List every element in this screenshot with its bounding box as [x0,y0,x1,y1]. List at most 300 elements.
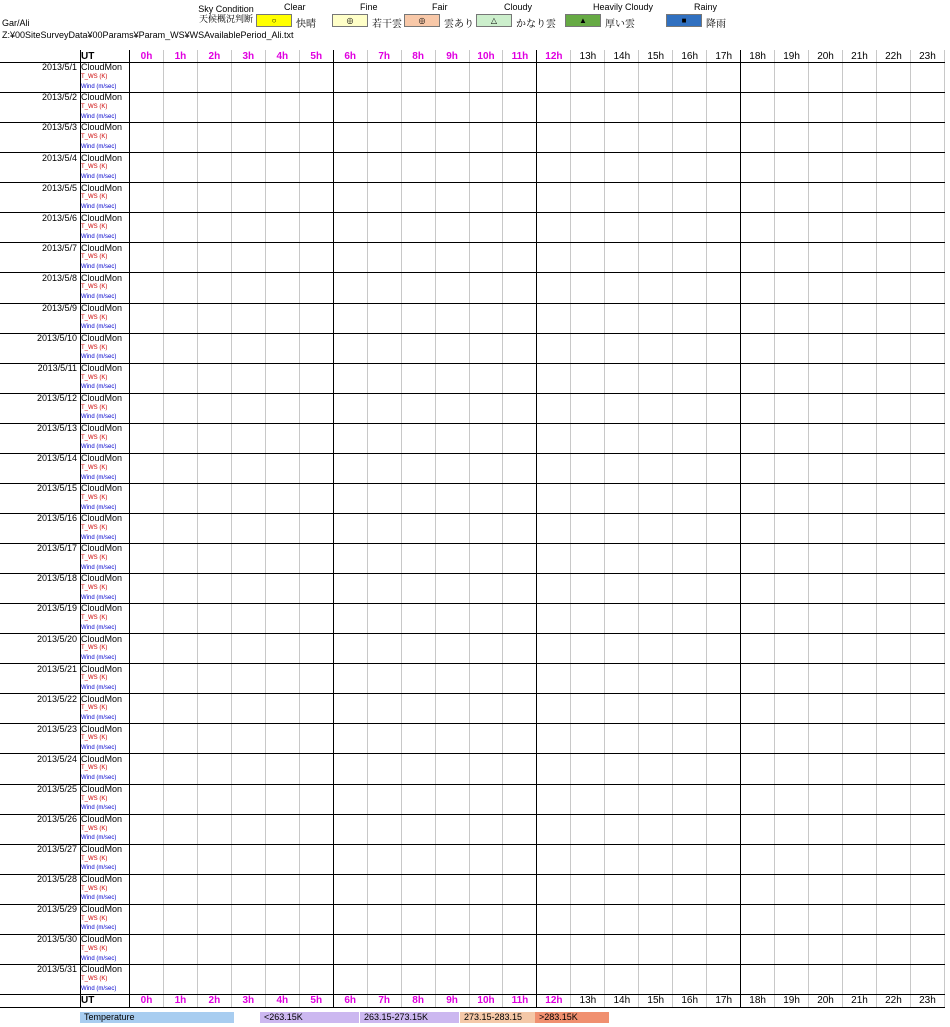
wind-cell [707,203,741,213]
temp-cell [469,614,503,624]
wind-cell [537,473,571,483]
cloud-cell [299,874,333,884]
temp-cell [163,584,197,594]
cloud-cell [910,784,944,794]
temp-cell [673,223,707,233]
temp-cell [775,824,809,834]
day-18-cloud-row [0,604,945,614]
cloud-cell [299,93,333,103]
wind-cell [775,233,809,243]
hour-header-20: 20h [809,50,843,63]
day-date-spacer [0,654,81,664]
wind-cell [809,233,843,243]
temp-cell [910,193,944,203]
cloud-cell [843,393,877,403]
wind-cell [469,112,503,122]
hour-header-23: 23h [910,994,944,1007]
wind-cell [910,112,944,122]
day-date: 2013/5/2 [0,93,81,103]
cloud-cell [605,483,639,493]
cloud-cell [333,333,367,343]
wind-cell [435,954,469,964]
wind-cell [265,383,299,393]
temp-cell [367,313,401,323]
temp-cell [707,734,741,744]
temp-cell [435,343,469,353]
temp-cell [333,253,367,263]
wind-cell [673,473,707,483]
cloud-cell [299,904,333,914]
cloud-cell [843,483,877,493]
cloud-cell [605,904,639,914]
temp-cell [605,584,639,594]
wind-cell [367,684,401,694]
cloud-cell [707,423,741,433]
cloud-cell [333,483,367,493]
cloud-cell [537,213,571,223]
temp-cell [265,253,299,263]
wind-cell [605,624,639,634]
temp-cell [537,73,571,83]
temp-cell [333,223,367,233]
temp-cell [775,644,809,654]
temp-cell [265,975,299,985]
cloud-cell [130,393,164,403]
cloud-cell [197,844,231,854]
temp-cell [741,464,775,474]
temp-cell [605,494,639,504]
temp-cell [197,975,231,985]
wind-cell [605,263,639,273]
temp-cell [265,524,299,534]
temp-cell [401,464,435,474]
day-date: 2013/5/21 [0,664,81,674]
temp-cell [503,524,537,534]
wind-cell [571,864,605,874]
day-date-spacer [0,443,81,453]
cloud-cell [231,423,265,433]
wind-cell [163,624,197,634]
wind-cell [435,894,469,904]
wind-cell [130,353,164,363]
wind-cell [197,864,231,874]
wind-cell [197,473,231,483]
temp-cell [843,103,877,113]
wind-cell [503,112,537,122]
wind-cell [265,624,299,634]
wind-cell [130,112,164,122]
temp-cell [537,133,571,143]
day-29-cloud-row [0,934,945,944]
wind-row-label: Wind (m/sec) [81,503,130,513]
cloud-cell [843,724,877,734]
wind-cell [503,413,537,423]
wind-cell [775,624,809,634]
wind-cell [265,593,299,603]
temp-cell [265,403,299,413]
hour-header-15: 15h [639,994,673,1007]
cloud-cell [367,964,401,974]
cloud-cell [333,664,367,674]
wind-cell [469,263,503,273]
cloud-cell [130,694,164,704]
temp-cell [163,253,197,263]
temp-cell [231,794,265,804]
cloud-cell [231,513,265,523]
cloud-cell [741,964,775,974]
temp-cell [843,584,877,594]
cloud-cell [571,844,605,854]
cloud-cell [163,453,197,463]
cloud-cell [299,964,333,974]
wind-cell [333,744,367,754]
temp-cell [571,193,605,203]
cloud-cell [876,243,910,253]
wind-cell [435,323,469,333]
wind-cell [673,834,707,844]
cloud-cell [367,544,401,554]
cloud-cell [673,453,707,463]
cloud-cell [843,423,877,433]
cloud-cell [130,363,164,373]
wind-cell [299,744,333,754]
cloud-cell [333,393,367,403]
wind-cell [401,984,435,994]
wind-row-label: Wind (m/sec) [81,864,130,874]
cloud-cell [435,243,469,253]
cloud-cell [775,513,809,523]
wind-row-label: Wind (m/sec) [81,984,130,994]
temp-cell [367,253,401,263]
wind-cell [163,503,197,513]
wind-cell [163,593,197,603]
wind-cell [231,894,265,904]
cloud-row-label: CloudMon [81,604,130,614]
day-24-wind-row [0,804,945,814]
cloud-cell [265,634,299,644]
wind-cell [571,233,605,243]
day-13-wind-row [0,473,945,483]
cloud-cell [231,393,265,403]
temp-cell [367,854,401,864]
wind-cell [537,563,571,573]
wind-cell [333,864,367,874]
hour-header-23: 23h [910,50,944,63]
wind-cell [639,503,673,513]
cloud-cell [333,63,367,73]
cloud-cell [299,604,333,614]
cloud-cell [639,513,673,523]
temp-cell [197,283,231,293]
wind-cell [707,714,741,724]
wind-cell [605,654,639,664]
temp-row-label: T_WS (K) [81,283,130,293]
cloud-cell [435,393,469,403]
cloud-cell [299,483,333,493]
day-date-spacer [0,624,81,634]
cloud-cell [775,784,809,794]
cloud-cell [401,904,435,914]
cloud-cell [367,123,401,133]
temp-cell [707,343,741,353]
cloud-cell [843,664,877,674]
cloud-cell [435,423,469,433]
cloud-cell [910,694,944,704]
cloud-cell [537,874,571,884]
wind-cell [537,533,571,543]
wind-cell [231,112,265,122]
cloud-cell [537,544,571,554]
wind-cell [401,624,435,634]
hour-header-10: 10h [469,994,503,1007]
wind-cell [299,233,333,243]
day-date: 2013/5/29 [0,904,81,914]
cloud-cell [367,664,401,674]
temp-cell [130,283,164,293]
temp-cell [435,644,469,654]
cloud-cell [910,814,944,824]
cloud-cell [401,694,435,704]
wind-cell [639,864,673,874]
temp-cell [265,494,299,504]
wind-cell [265,654,299,664]
temp-cell [333,734,367,744]
cloud-cell [367,784,401,794]
temp-cell [537,193,571,203]
cloud-cell [163,724,197,734]
cloud-cell [401,874,435,884]
wind-cell [707,533,741,543]
wind-cell [673,323,707,333]
wind-cell [163,894,197,904]
wind-cell [299,804,333,814]
cloud-cell [707,754,741,764]
wind-cell [571,834,605,844]
wind-cell [299,203,333,213]
temp-cell [333,704,367,714]
cloud-cell [605,303,639,313]
wind-cell [843,864,877,874]
cloud-cell [130,423,164,433]
cloud-cell [910,63,944,73]
temp-cell [707,464,741,474]
cloud-cell [401,814,435,824]
cloud-cell [639,153,673,163]
temp-cell [367,584,401,594]
cloud-cell [639,333,673,343]
wind-row-label: Wind (m/sec) [81,143,130,153]
wind-cell [707,593,741,603]
wind-cell [231,624,265,634]
temp-cell [435,73,469,83]
temp-cell [333,674,367,684]
wind-cell [673,924,707,934]
cloud-cell [401,453,435,463]
cloud-cell [333,123,367,133]
wind-cell [843,924,877,934]
cloud-cell [163,303,197,313]
cloud-row-label: CloudMon [81,393,130,403]
wind-cell [333,533,367,543]
cloud-cell [876,153,910,163]
temp-cell [130,524,164,534]
cloud-cell [503,604,537,614]
cloud-cell [741,544,775,554]
temp-cell [843,674,877,684]
temp-cell [605,704,639,714]
wind-cell [299,293,333,303]
wind-cell [197,924,231,934]
cloud-cell [299,213,333,223]
wind-cell [333,563,367,573]
temp-cell [130,914,164,924]
cloud-cell [571,393,605,403]
cloud-cell [571,544,605,554]
wind-cell [775,473,809,483]
wind-cell [741,443,775,453]
cloud-cell [299,183,333,193]
hour-header-5: 5h [299,50,333,63]
cloud-cell [809,814,843,824]
cloud-cell [197,393,231,403]
temp-cell [876,433,910,443]
cloud-cell [707,153,741,163]
temp-cell [130,494,164,504]
hour-header-16: 16h [673,50,707,63]
cloud-cell [571,934,605,944]
temp-cell [741,764,775,774]
day-date-spacer [0,103,81,113]
temp-cell [910,884,944,894]
cloud-cell [707,363,741,373]
day-17-wind-row [0,593,945,603]
wind-cell [367,624,401,634]
wind-cell [605,804,639,814]
temp-cell [265,584,299,594]
temp-cell [707,403,741,413]
temp-cell [775,854,809,864]
cloud-cell [707,213,741,223]
cloud-cell [741,904,775,914]
wind-cell [333,714,367,724]
temp-cell [435,403,469,413]
wind-cell [231,714,265,724]
hour-header-0: 0h [130,994,164,1007]
wind-cell [469,954,503,964]
cloud-cell [265,574,299,584]
cloud-cell [367,513,401,523]
cloud-cell [503,273,537,283]
wind-cell [741,353,775,363]
cloud-cell [673,123,707,133]
temp-cell [537,494,571,504]
day-date: 2013/5/20 [0,634,81,644]
wind-cell [333,834,367,844]
cloud-cell [843,213,877,223]
wind-cell [130,984,164,994]
cloud-cell [163,634,197,644]
wind-row-label: Wind (m/sec) [81,473,130,483]
cloud-cell [775,934,809,944]
wind-cell [333,503,367,513]
wind-cell [707,954,741,964]
wind-cell [469,804,503,814]
day-30-wind-row [0,984,945,994]
temp-cell [401,734,435,744]
wind-cell [741,864,775,874]
temp-cell [503,403,537,413]
cloud-cell [537,183,571,193]
temp-cell [231,614,265,624]
wind-cell [197,383,231,393]
wind-cell [639,924,673,934]
wind-cell [435,112,469,122]
cloud-cell [639,574,673,584]
temp-cell [775,253,809,263]
cloud-cell [469,243,503,253]
cloud-cell [333,964,367,974]
temp-cell [197,373,231,383]
day-date: 2013/5/18 [0,574,81,584]
cloud-cell [469,183,503,193]
cloud-cell [469,153,503,163]
temp-cell [605,403,639,413]
wind-cell [469,533,503,543]
temp-cell [197,945,231,955]
cloud-cell [163,784,197,794]
wind-cell [163,413,197,423]
legend-swatch-4: ▲ [565,14,601,27]
day-date-spacer [0,584,81,594]
temp-cell [435,373,469,383]
temp-cell [707,764,741,774]
cloud-cell [673,243,707,253]
cloud-cell [571,513,605,523]
cloud-cell [435,333,469,343]
temp-cell [130,253,164,263]
cloud-cell [130,544,164,554]
wind-cell [231,563,265,573]
wind-cell [231,203,265,213]
wind-row-label: Wind (m/sec) [81,654,130,664]
cloud-row-label: CloudMon [81,333,130,343]
cloud-cell [876,934,910,944]
hour-header-0: 0h [130,50,164,63]
wind-cell [741,714,775,724]
ut-label: UT [81,994,130,1007]
cloud-cell [503,844,537,854]
temp-cell [876,914,910,924]
temp-cell [367,163,401,173]
wind-cell [435,984,469,994]
cloud-cell [130,964,164,974]
day-date-spacer [0,323,81,333]
cloud-cell [876,814,910,824]
temp-cell [469,554,503,564]
cloud-cell [741,303,775,313]
day-date-spacer [0,954,81,964]
temp-cell [707,73,741,83]
cloud-cell [435,874,469,884]
hour-header-7: 7h [367,994,401,1007]
temp-cell [673,854,707,864]
cloud-cell [571,483,605,493]
temp-cell [163,163,197,173]
wind-cell [469,473,503,483]
temp-cell [163,824,197,834]
day-date-spacer [0,143,81,153]
temp-cell [231,945,265,955]
